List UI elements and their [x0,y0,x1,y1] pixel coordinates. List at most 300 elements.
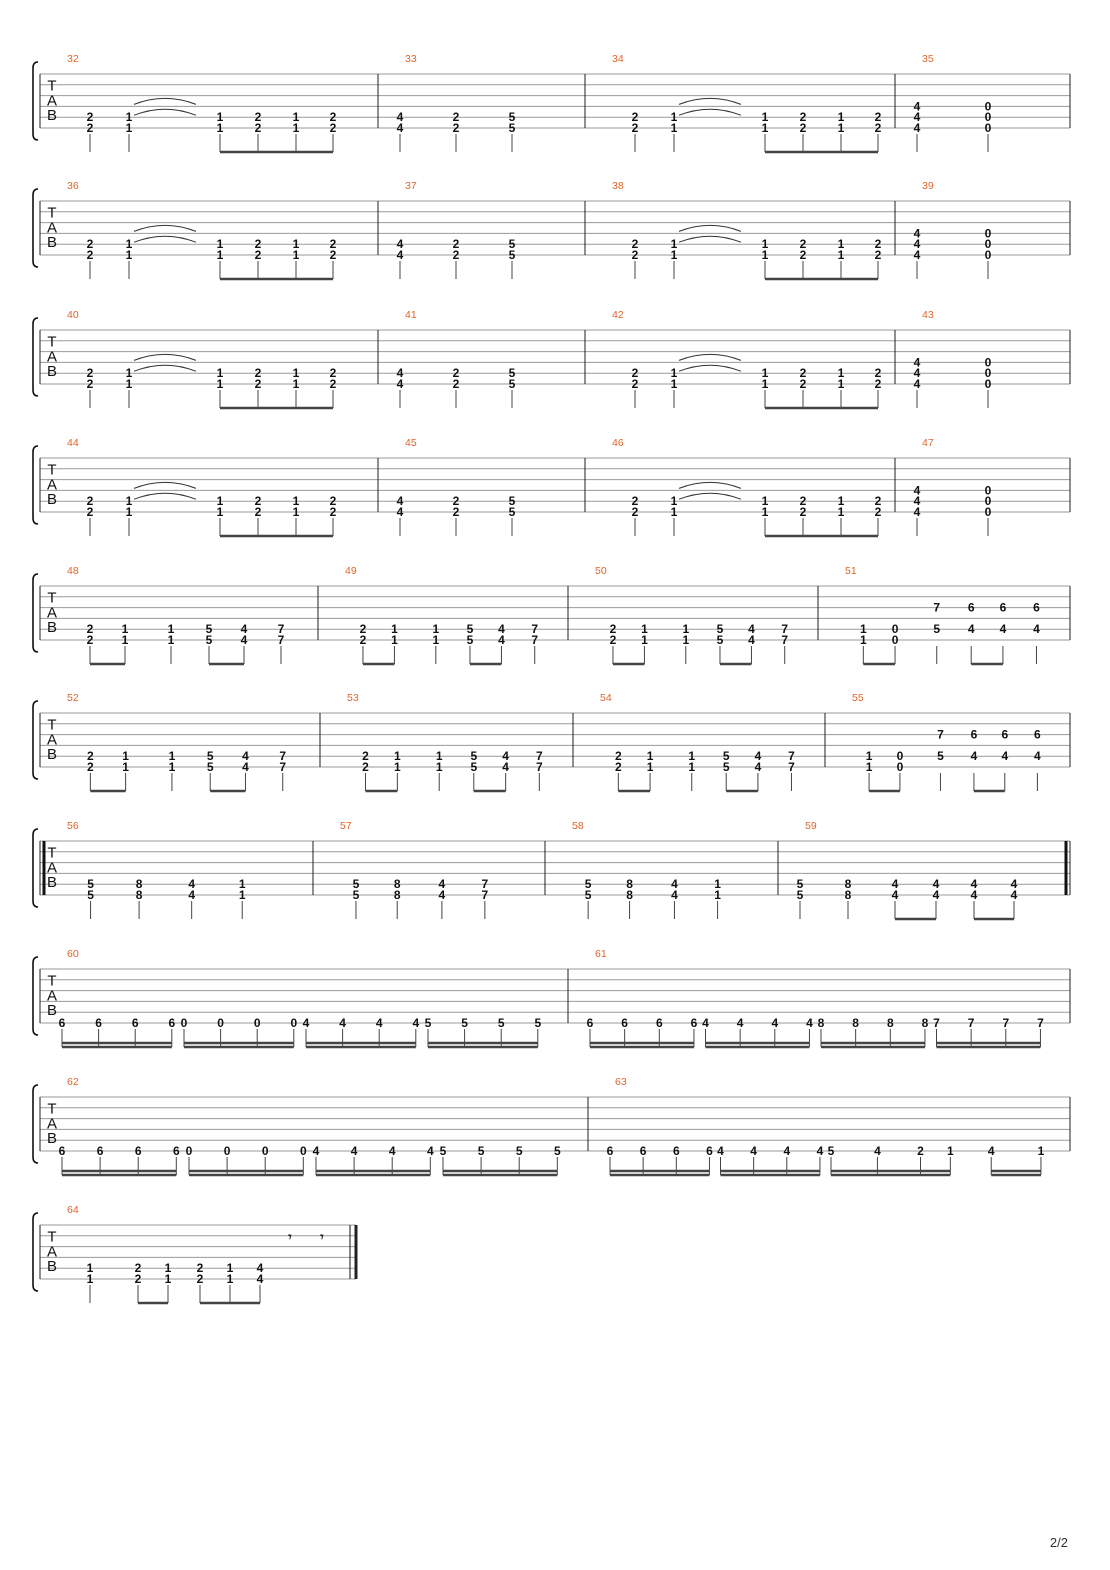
fret-number: 4 [396,377,404,391]
fret-number: 2 [799,377,807,391]
fret-number: 2 [631,110,639,125]
staff-system [33,565,1070,664]
fret-number: 4 [932,877,940,892]
fret-number: 4 [1033,622,1040,637]
fret-number: 1 [432,633,440,647]
fret-number: 1 [837,110,845,125]
fret-number: 1 [670,110,678,125]
measure-number: 32 [67,53,79,65]
fret-number: 5 [508,248,516,262]
fret-number: 5 [508,237,516,252]
fret-number: 2 [452,110,460,125]
fret-number: 1 [682,622,690,637]
fret-number: 4 [671,877,678,892]
fret-number: 2 [86,121,94,135]
fret-number: 1 [216,237,224,252]
fret-number: 4 [438,877,446,892]
fret-number: 5 [553,1144,561,1158]
fret-number: 5 [470,760,478,774]
fret-number: 2 [329,248,337,262]
fret-number: 5 [937,749,944,764]
fret-number: 5 [87,877,94,892]
fret-number: 4 [913,494,921,509]
staff-system [33,180,1070,279]
fret-number: 4 [350,1144,358,1158]
fret-number: 2 [631,121,639,135]
rest-symbol: 𝄾 [320,1230,324,1245]
tab-letter: B [46,490,58,508]
system-brace [33,1085,38,1163]
fret-number: 4 [396,494,404,509]
fret-number: 2 [799,494,807,509]
fret-number: 1 [682,633,690,647]
measure-number: 40 [67,309,79,321]
staff-system [33,437,1070,536]
fret-number: 1 [121,622,129,637]
fret-number: 6 [690,1016,698,1030]
tab-letter: B [46,1257,58,1275]
fret-number: 4 [1034,749,1041,764]
fret-number: 8 [921,1016,929,1030]
fret-number: 0 [984,494,992,509]
fret-number: 1 [1037,1144,1045,1158]
fret-number: 1 [292,505,300,519]
fret-number: 6 [672,1144,680,1158]
fret-number: 2 [329,366,337,381]
fret-number: 5 [933,622,941,637]
fret-number: 4 [754,760,762,774]
fret-number: 8 [886,1016,894,1030]
fret-number: 7 [279,760,287,774]
fret-number: 0 [984,248,992,262]
fret-number: 8 [393,888,401,902]
fret-number: 0 [299,1144,307,1158]
measure-number: 42 [612,309,624,321]
fret-number: 5 [352,877,360,892]
fret-number: 2 [874,121,882,135]
fret-number: 2 [631,366,639,381]
fret-number: 4 [375,1016,383,1030]
fret-number: 7 [933,1016,940,1030]
fret-number: 7 [277,622,285,637]
fret-number: 4 [932,888,940,902]
fret-number: 5 [796,877,804,892]
fret-number: 2 [452,494,460,509]
fret-number: 4 [736,1016,744,1030]
fret-number: 2 [631,494,639,509]
fret-number: 0 [253,1016,261,1030]
tab-letter: A [46,219,58,237]
fret-number: 4 [1001,749,1009,764]
system-brace [33,957,38,1035]
fret-number: 1 [125,121,133,135]
fret-number: 2 [86,633,94,647]
fret-number: 6 [621,1016,628,1030]
system-brace [33,701,38,779]
fret-number: 4 [188,888,196,902]
fret-number: 2 [359,622,367,637]
fret-number: 5 [352,888,360,902]
fret-number: 1 [865,749,873,764]
measure-number: 61 [595,948,607,960]
fret-number: 5 [722,760,730,774]
fret-number: 4 [771,1016,779,1030]
fret-number: 0 [984,377,992,391]
fret-number: 2 [254,377,262,391]
tab-letter: B [46,745,58,763]
staff-system [33,820,1070,919]
fret-number: 1 [125,248,133,262]
fret-number: 0 [984,355,992,370]
fret-number: 5 [584,877,592,892]
fret-number: 2 [614,760,622,774]
fret-number: 5 [508,110,516,125]
fret-number: 4 [242,760,249,774]
fret-number: 2 [609,633,617,647]
fret-number: 1 [761,377,769,391]
fret-number: 6 [1033,600,1040,615]
fret-number: 4 [396,110,404,125]
fret-number: 5 [534,1016,542,1030]
tab-letter: B [46,1129,58,1147]
fret-number: 6 [58,1144,66,1158]
fret-number: 8 [626,888,633,902]
fret-number: 1 [391,622,398,637]
tab-letter: A [46,987,58,1005]
fret-number: 7 [1002,1016,1010,1030]
tab-letter: A [46,476,58,494]
fret-number: 8 [626,877,633,892]
fret-number: 4 [970,877,978,892]
fret-number: 1 [216,366,224,381]
fret-number: 5 [497,1016,505,1030]
fret-number: 1 [122,749,129,764]
fret-number: 6 [134,1144,142,1158]
fret-number: 1 [761,494,769,509]
fret-number: 2 [452,377,460,391]
fret-number: 2 [87,749,94,764]
fret-number: 2 [329,110,337,125]
fret-number: 1 [837,494,845,509]
tie-arc [679,365,741,371]
fret-number: 7 [531,633,539,647]
fret-number: 1 [761,248,769,262]
tab-letter: T [47,844,57,862]
fret-number: 1 [641,633,648,647]
fret-number: 1 [391,633,398,647]
fret-number: 4 [240,633,248,647]
fret-number: 8 [393,877,401,892]
fret-number: 4 [1010,877,1018,892]
staff-system [33,309,1070,408]
fret-number: 1 [837,366,845,381]
fret-number: 1 [394,760,401,774]
system-brace [33,574,38,652]
fret-number: 1 [837,505,845,519]
fret-number: 1 [688,760,696,774]
fret-number: 4 [999,622,1007,637]
fret-number: 1 [761,237,769,252]
fret-number: 2 [799,110,807,125]
fret-number: 1 [641,622,648,637]
tab-letter: A [46,1115,58,1133]
measure-number: 37 [405,180,417,192]
fret-number: 1 [714,877,721,892]
fret-number: 2 [329,505,337,519]
fret-number: 0 [984,366,992,381]
measure-number: 39 [922,180,934,192]
fret-number: 4 [256,1261,264,1276]
fret-number: 2 [799,505,807,519]
system-brace [33,446,38,524]
fret-number: 2 [254,248,262,262]
fret-number: 4 [987,1144,995,1158]
measure-number: 53 [347,692,359,704]
fret-number: 1 [761,366,769,381]
measure-number: 44 [67,437,79,449]
fret-number: 1 [292,366,300,381]
measure-number: 64 [67,1204,79,1216]
measure-number: 51 [845,565,857,577]
measure-number: 35 [922,53,934,65]
fret-number: 5 [827,1144,835,1158]
fret-number: 4 [913,248,921,262]
fret-number: 2 [874,505,882,519]
fret-number: 1 [646,749,654,764]
fret-number: 2 [254,121,262,135]
fret-number: 0 [984,505,992,519]
tab-letter: T [47,589,57,607]
fret-number: 1 [292,377,300,391]
fret-number: 6 [58,1016,66,1030]
fret-number: 2 [452,366,460,381]
fret-number: 4 [816,1144,824,1158]
tab-letter: B [46,106,58,124]
fret-number: 4 [913,505,921,519]
system-brace [33,829,38,907]
fret-number: 7 [967,1016,975,1030]
tab-letter: A [46,348,58,366]
fret-number: 6 [95,1016,102,1030]
fret-number: 1 [216,377,224,391]
fret-number: 7 [279,749,287,764]
fret-number: 8 [135,888,143,902]
fret-number: 1 [292,121,300,135]
measure-number: 60 [67,948,79,960]
fret-number: 4 [717,1144,724,1158]
fret-number: 4 [913,99,921,114]
fret-number: 4 [913,110,921,125]
fret-number: 0 [984,99,992,114]
fret-number: 2 [196,1272,204,1286]
tab-letter: T [47,1100,57,1118]
fret-number: 8 [844,888,852,902]
fret-number: 6 [168,1016,176,1030]
page-number: 2/2 [1049,1535,1068,1550]
fret-number: 4 [498,622,505,637]
staff-system [33,692,1070,791]
fret-number: 1 [168,749,176,764]
fret-number: 4 [806,1016,813,1030]
tab-letter: A [46,731,58,749]
fret-number: 5 [466,622,474,637]
fret-number: 1 [168,760,176,774]
fret-number: 1 [121,633,129,647]
fret-number: 4 [913,237,921,252]
fret-number: 0 [223,1144,231,1158]
system-brace [33,1213,38,1291]
fret-number: 1 [292,494,300,509]
measure-number: 57 [340,820,352,832]
staff-system [33,948,1070,1047]
fret-number: 4 [302,1016,310,1030]
fret-number: 6 [706,1144,713,1158]
tab-letter: A [46,604,58,622]
fret-number: 0 [984,483,992,498]
measure-number: 58 [572,820,584,832]
fret-number: 0 [984,121,992,135]
fret-number: 2 [874,377,882,391]
fret-number: 5 [716,622,724,637]
fret-number: 1 [761,505,769,519]
fret-number: 1 [86,1261,94,1276]
fret-number: 1 [238,888,246,902]
fret-number: 1 [125,377,133,391]
fret-number: 1 [226,1261,234,1276]
tie-arc [679,482,741,488]
system-brace [33,189,38,267]
fret-number: 5 [508,121,516,135]
fret-number: 5 [796,888,804,902]
tab-letter: A [46,1243,58,1261]
fret-number: 4 [426,1144,434,1158]
fret-number: 2 [631,377,639,391]
fret-number: 4 [438,888,446,902]
fret-number: 4 [396,366,404,381]
fret-number: 5 [466,633,474,647]
fret-number: 4 [502,749,509,764]
fret-number: 6 [131,1016,139,1030]
fret-number: 0 [290,1016,298,1030]
measure-number: 63 [615,1076,627,1088]
system-brace [33,62,38,140]
fret-number: 6 [655,1016,663,1030]
fret-number: 7 [531,622,539,637]
fret-number: 2 [799,121,807,135]
fret-number: 0 [891,633,899,647]
fret-number: 1 [216,248,224,262]
fret-number: 1 [394,749,401,764]
fret-number: 5 [508,377,516,391]
fret-number: 1 [226,1272,234,1286]
fret-number: 2 [329,494,337,509]
fret-number: 4 [783,1144,791,1158]
fret-number: 2 [799,248,807,262]
fret-number: 4 [913,355,921,370]
fret-number: 4 [891,888,899,902]
tie-arc [134,109,196,115]
fret-number: 1 [86,1272,94,1286]
fret-number: 5 [508,366,516,381]
fret-number: 1 [761,110,769,125]
fret-number: 0 [896,749,904,764]
fret-number: 5 [515,1144,523,1158]
tab-letter: B [46,618,58,636]
tie-arc [679,98,741,104]
fret-number: 2 [359,633,367,647]
fret-number: 1 [292,237,300,252]
fret-number: 1 [125,505,133,519]
fret-number: 2 [874,248,882,262]
fret-number: 6 [586,1016,594,1030]
fret-number: 4 [970,888,978,902]
fret-number: 2 [452,121,460,135]
fret-number: 8 [852,1016,859,1030]
fret-number: 1 [125,110,133,125]
fret-number: 2 [452,248,460,262]
fret-number: 8 [844,877,852,892]
fret-number: 5 [439,1144,447,1158]
tab-letter: T [47,77,57,95]
fret-number: 4 [396,237,404,252]
fret-number: 0 [891,622,899,637]
fret-number: 1 [216,121,224,135]
fret-number: 1 [435,749,443,764]
fret-number: 4 [702,1016,709,1030]
fret-number: 4 [502,760,509,774]
fret-number: 4 [967,622,975,637]
measure-number: 54 [600,692,612,704]
fret-number: 4 [240,622,248,637]
measure-number: 59 [805,820,817,832]
fret-number: 0 [984,226,992,241]
tie-arc [134,354,196,360]
fret-number: 2 [874,110,882,125]
fret-number: 2 [134,1261,142,1276]
fret-number: 1 [167,633,175,647]
fret-number: 5 [508,494,516,509]
staff-system [33,53,1070,152]
fret-number: 7 [535,760,543,774]
fret-number: 1 [670,366,678,381]
fret-number: 1 [164,1272,172,1286]
fret-number: 4 [188,877,196,892]
fret-number: 0 [261,1144,269,1158]
fret-number: 2 [329,377,337,391]
fret-number: 6 [1034,727,1041,742]
fret-number: 5 [206,760,214,774]
fret-number: 4 [913,121,921,135]
staff-system [33,1204,356,1303]
tie-arc [679,493,741,499]
tie-arc [134,225,196,231]
system-brace [33,318,38,396]
fret-number: 2 [631,248,639,262]
fret-number: 2 [362,749,369,764]
fret-number: 2 [874,237,882,252]
fret-number: 4 [970,749,978,764]
fret-number: 8 [817,1016,825,1030]
fret-number: 0 [217,1016,224,1030]
measure-number: 43 [922,309,934,321]
fret-number: 6 [967,600,975,615]
fret-number: 4 [339,1016,346,1030]
fret-number: 2 [254,505,262,519]
fret-number: 1 [714,888,721,902]
fret-number: 5 [205,633,213,647]
fret-number: 1 [670,377,678,391]
fret-number: 0 [984,237,992,252]
